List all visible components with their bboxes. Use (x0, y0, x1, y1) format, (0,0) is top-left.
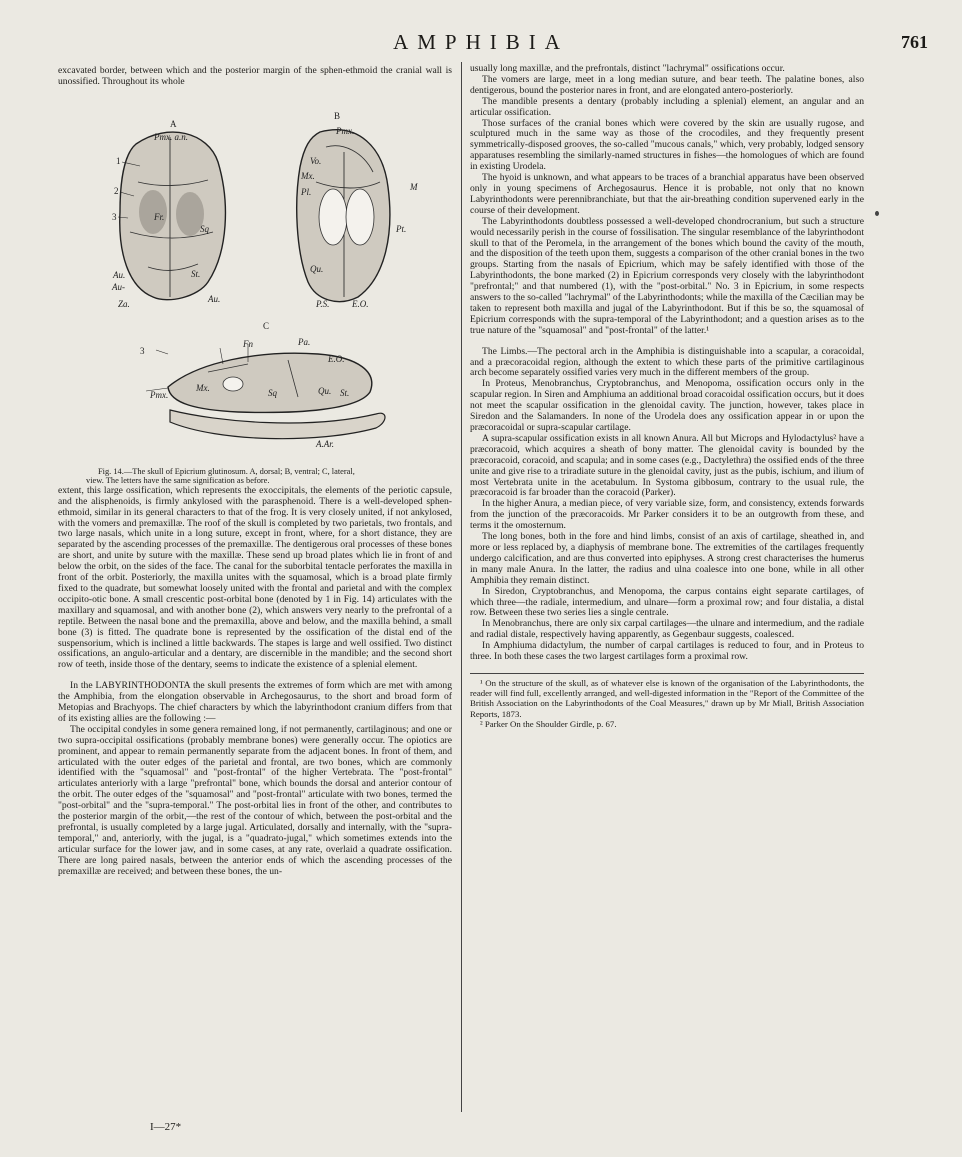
paragraph: The vomers are large, meet in a long median suture, and bear teeth. The palatine bones, also dentigerous, bound the posterior nares in front, and are elongated antero-posteriorly. (470, 73, 864, 96)
paragraph: extent, this large ossification, which represents the exoccipitals, the elements of the periotic capsule, and the alisphenoids, is firmly ankylosed with the parasphenoid. There is a well-developed sphen-ethmoid, similar in its general characters to that of the frog. It is very closely united, if not ankylosed, with the vomers and premaxillæ. The roof of the skull is completed by two parietals, two frontals, and two large nasals, which unite in a long suture, except in front, where, for a short distance, they are separated by the ascending processes of the premaxillæ. The dentigerous oral processes of these bones are short, and unite by suture with the maxillæ. These send up broad plates which lie in front of and below the orbit, on the sides of the face. The canal for the suborbital tentacle perforates the maxilla in front of the orbit. Posteriorly, the maxilla unites with the squamosal, which is a broad plate firmly fixed to the quadrate, but somewhat loosely united with the frontal and parietal and with the complex occipito-otic bone. A small crescentic post-orbital bone (denoted by 1 in Fig. 14) articulates with the maxillary and squamosal, and with another bone (2), which answers very nearly to the prefrontal of a reptile. Between the nasal bone and the premaxilla, above and below, and the maxilla behind, a small bone (3) is fitted. The quadrate bone is represented by the ossification of the distal end of the suspensorium, which is inclined a little backwards. The stapes is large and well ossified. Two distinct ossifications, an angulo-articular and a dentary, are discernible in the mandible; and the second short row of teeth, inside those of the dentary, seems to indicate the existence of a splenial element. (58, 484, 452, 671)
label-qu2: Qu. (318, 385, 332, 396)
label-za: Za. (118, 298, 130, 309)
paragraph: In the LABYRINTHODONTA the skull presents the extremes of form which are met with among the Amphibia, from the elongation observable in Archegosaurus, to the short and broad form of Metopias and Brachyops. The chief characters by which the labyrinthodont cranium differs from that of its existing allies are the following :— (58, 680, 452, 724)
mandible-outline (170, 410, 385, 439)
label-3b: 3 (140, 345, 145, 356)
page-number: 761 (901, 32, 928, 52)
paragraph: The Labyrinthodonts doubtless possessed a well-developed chondrocranium, but such a structure would necessarily perish in the course of fossilisation. The singular resemblance of the labyrinthodont skull to that of the Peromela, in the arrangement of the bones which bound the cavity of the mouth, and the disposition of the teeth upon them, suggests a comparison of the other cranial bones in the two groups. Starting from the nasals of Epicrium, which may be safely identified with those of the Labyrinthodonts, the bone marked (2) in Epicrium corresponds very closely with the labyrinthodont "prefrontal;" and that numbered (1), with the "post-orbital." No. 3 in Epicrium, in some respects answers to the so-called "lachrymal" of the Labyrinthodonts; while the maxilla of the Cæcilian may be taken to represent both maxilla and jugal of the Labyrinthodont. But if this be so, the squamosal of Epicrium corresponds with the supra-temporal of the Labyrinthodont; and a question arises as to the true nature of the "squamosal" and "post-frontal" of the latter.¹ (470, 215, 864, 336)
running-title: AMPHIBIA (393, 30, 569, 54)
paragraph: In Siredon, Cryptobranchus, and Menopoma, the carpus contains eight separate cartilages, of which three—the radiale, intermedium, and ulnare—form a proximal row; and four distalia, a distal row. Between these two series lies a single centrale. (470, 585, 864, 619)
margin-speck (875, 211, 879, 216)
paragraph: usually long maxillæ, and the prefrontals, distinct "lachrymal" ossifications occur. (470, 63, 785, 74)
label-pmx: Pmx. (336, 125, 355, 136)
label-aar: A.Ar. (316, 438, 334, 449)
paragraph: Those surfaces of the cranial bones which were covered by the skin are usually rugose, and sculptured much in the same way as those of the crocodiles, and they frequently present symmetrically-disposed grooves, the so-called "mucous canals," which, very probably, lodged sensory apparatuses resembling the similarly-named structures in fishes—the homologues of which are found in existing Urodela. (470, 117, 864, 173)
label-eo: E.O. (352, 298, 369, 309)
label-ps: P.S. (316, 298, 330, 309)
label-sq: Sq (200, 223, 209, 234)
footnotes (470, 673, 864, 729)
label-fr: Fr. (154, 211, 165, 222)
paragraph: The hyoid is unknown, and what appears to be traces of a branchial apparatus have been observed only in young specimens of Archegosaurus. Hence it is probable, not only that no known Labyrinthodonts were perennibranchiate, but that the air-breathing condition supervened early in the course of their development. (470, 172, 864, 216)
paragraph: The mandible presents a dentary (probably including a splenial) element, an angular and an articular ossification. (470, 95, 864, 118)
label-pmx-an: Pmx. a.n. (154, 131, 188, 142)
paragraph: In Proteus, Menobranchus, Cryptobranchus, and Menopoma, ossification occurs only in the scapular region. In Siren and Amphiuma an additional broad coracoidal ossification occurs, but it does not meet the scapular ossification in the glenoidal cavity. The junction, however, takes place in Siredon and the Salamanders. In none of the Urodela does any ossification appear in or upon the præcoracoidal or supra-scapular cartilage. (470, 378, 864, 433)
left-column (58, 66, 452, 878)
label-mx2: Mx. (196, 382, 210, 393)
figure-caption (58, 467, 452, 486)
skull-dorsal-outline (120, 132, 226, 300)
label-sq2: Sq (268, 387, 277, 398)
label-m: M (410, 181, 418, 192)
column-divider (461, 62, 462, 1112)
signature-mark: I—27* (150, 1121, 182, 1133)
label-qu: Qu. (310, 263, 324, 274)
label-vo: Vo. (310, 155, 322, 166)
paragraph: In Amphiuma didactylum, the number of carpal cartilages is reduced to four, and in Proteus to three. In both these cases the two largest cartilages form a proximal row. (470, 640, 864, 663)
label-2: 2 (114, 185, 119, 196)
label-pa: Pa. (298, 336, 311, 347)
label-C: C (263, 320, 270, 331)
paragraph: The Limbs.—The pectoral arch in the Amphibia is distinguishable into a scapular, a coracoidal, and a præcoracoidal region, although the extent to which these parts of the primitive cartilaginous arch become separately ossified varies very much in the different members of the group. (470, 345, 864, 379)
label-pt: Pt. (396, 223, 407, 234)
footnote-1: ¹ On the structure of the skull, as of whatever else is known of the organisation of the Labyrinthodonts, the reader will find full, excellently arranged, and well-digested information in the "Report of the Committee of the British Association on the Labyrinthodonts of the Coal Measures," drawn up by Mr Miall, British Association Reports, 1873. (470, 677, 864, 719)
paragraph: The long bones, both in the fore and hind limbs, consist of an axis of cartilage, sheathed in, and more or less replaced by, a diaphysis of membrane bone. The extremities of the cartilages frequently undergo calcification, and are thus converted into epiphyses. A strong crest characterises the humerus in many male Anura. In the latter, the radius and ulna coalesce into one bone, while in all other Amphibia they remain distinct. (470, 531, 864, 586)
figure-caption-line-2: view. The letters have the same signification as before. (86, 476, 270, 486)
right-column (470, 64, 864, 729)
figure-caption-line-1: Fig. 14.—The skull of Epicrium glutinosum. A, dorsal; B, ventral; C, lateral, (98, 466, 355, 476)
label-pmx3: Pmx. (150, 389, 169, 400)
page-header (0, 30, 962, 56)
label-pl: Pl. (301, 186, 312, 197)
paragraph: The occipital condyles in some genera remained long, if not permanently, cartilaginous; and one or two supra-occipital ossifications (probably membrane bones) were generally occur. The opiotics are prominent, and appear to remain permanently separate from the adjacent bones. In front of them, and articulated with the outer edges of the parietal and frontal, are two bones, which are commonly identified with the "squamosal" and "post-frontal" of the higher Vertebrata. The "post-frontal" articulates anteriorly with a large "prefrontal" bone, which bounds the dorsal and anterior contour of the orbit. The outer edges of the "squamosal" and "post-frontal" articulate with two bones, termed the "post-orbital" and the "supra-temporal." The post-orbital lies in front of the other, and contributes to the posterior margin of the orbit,—the rest of the contour of which, between the post-orbital and the prefrontal, is usually completed by a large jugal. Articulated, dorsally and internally, with the "supra-temporal," and, anteriorly, with the jugal, is a "quadrato-jugal," which sometimes extends into the articular surface for the lower jaw, and in some cases, at any rate, overlaid a quadrate ossification. There are long paired nasals, between the anterior ends of which the ascending processes of the premaxillæ are received; and between these bones, the un- (58, 723, 452, 877)
skull-figure (58, 92, 452, 465)
paragraph: excavated border, between which and the posterior margin of the sphen-ethmoid the cranial wall is unossified. Throughout its whole (58, 65, 452, 87)
label-B: B (334, 110, 341, 121)
label-au: Au. (113, 269, 126, 280)
label-st: St. (191, 268, 201, 279)
label-1: 1 (116, 155, 121, 166)
paragraph: In the higher Anura, a median piece, of very variable size, form, and consistency, extends forwards from the junction of the præcoracoids. Mr Parker considers it to be an outgrowth from these, and terms it the omosternum. (470, 498, 864, 532)
label-au-dash: Au- (112, 281, 125, 292)
paragraph: In Menobranchus, there are only six carpal cartilages—the ulnare and intermedium, and the radiale and radial distale, respectively having apparently, as Gegenbaur suggests, coalesced. (470, 618, 864, 641)
label-mx: Mx. (301, 170, 315, 181)
skull-illustration (58, 92, 452, 465)
label-au2: Au. (208, 293, 221, 304)
paragraph: A supra-scapular ossification exists in all known Anura. All but Microps and Hylodactylus² have a præcoracoid, which acquires a sheath of bony matter. The glenoidal cavity is bounded by the præcoracoid, coracoid, and scapula; and in some cases (e.g., Dactylethra) the ossified ends of the three unite and give rise to a triradiate suture in the glenoidal cavity, just as the pubis, ischium, and ilium of most Vertebrata unite in the acetabulum. In Systoma gibbosum, contrary to the usual rule, the præcoracoid is far broader than the coracoid (Parker). (470, 432, 864, 499)
label-eo2: E.O. (328, 353, 345, 364)
label-A: A (170, 118, 177, 129)
footnote-2: ² Parker On the Shoulder Girdle, p. 67. (480, 718, 617, 729)
label-3: 3 (112, 211, 117, 222)
label-st2: St. (340, 387, 350, 398)
label-fn: Fn (243, 338, 253, 349)
